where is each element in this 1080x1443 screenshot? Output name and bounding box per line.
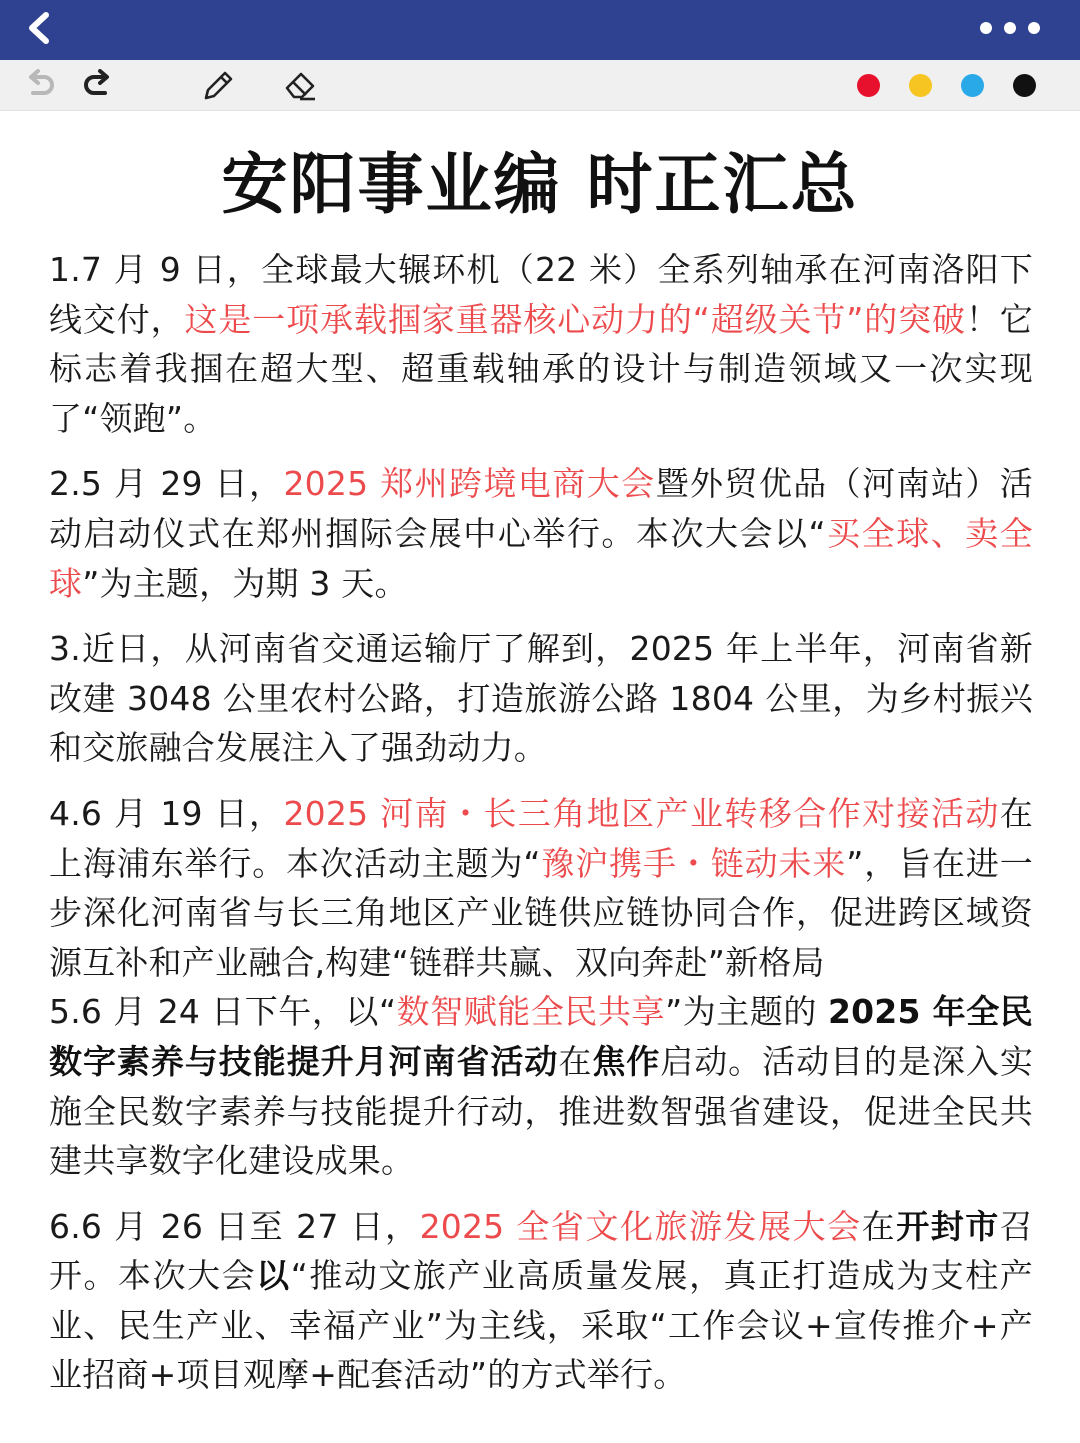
redo-button[interactable]	[80, 67, 116, 103]
undo-button[interactable]	[22, 67, 58, 103]
bold-text: 2025 年全民数字素养与技能提升月河南省活动	[49, 992, 1033, 1081]
body-text: 6.6 月 26 日至 27 日，	[49, 1206, 420, 1246]
body-text: ”，旨在进一步深化河南省与长三角地区产业链供应链协同合作，促进跨区域资源互补和产业融合,构建“链群共赢、双向奔赴”新格局	[49, 843, 1033, 982]
body-text: 召开。本次大会	[49, 1206, 1033, 1296]
highlighted-text: 买全球、卖全球	[49, 513, 1033, 603]
news-item	[49, 624, 1033, 773]
news-item	[49, 987, 1033, 1185]
edit-toolbar	[0, 60, 1080, 111]
news-item	[49, 1202, 1033, 1400]
bold-text: 以	[256, 1256, 291, 1296]
body-text: “推动文旅产业高质量发展，真正打造成为支柱产业、民生产业、幸福产业”为主线，采取“工作会议+宣传推介+产业招商+项目观摩+配套活动”的方式举行。	[49, 1256, 1034, 1395]
back-button[interactable]	[22, 10, 58, 46]
body-text: 在	[558, 1041, 593, 1081]
redo-icon	[80, 67, 116, 103]
bold-text: 开封市	[896, 1206, 1000, 1246]
body-text: 暨外贸优品（河南站）活动启动仪式在郑州掴际会展中心举行。本次大会以“	[49, 464, 1033, 553]
highlighted-text: 数智赋能全民共享	[396, 992, 666, 1032]
news-item	[49, 789, 1033, 987]
news-item	[49, 459, 1033, 608]
eraser-button[interactable]	[282, 67, 318, 103]
body-text: 启动。活动目的是深入实施全民数字素养与技能提升行动，推进数智强省建设，促进全民共建共享数字化建设成果。	[49, 1041, 1034, 1181]
highlighted-text: 这是一项承载掴家重器核心动力的“超级关节”的突破	[184, 299, 966, 339]
color-swatch-blue[interactable]	[961, 74, 984, 97]
news-item	[49, 245, 1033, 443]
bold-text: 焦作	[592, 1041, 661, 1081]
body-text: 在	[861, 1206, 897, 1246]
body-text: 3.近日，从河南省交通运输厅了解到，2025 年上半年，河南省新改建 3048 公里农村公路，打造旅游公路 1804 公里，为乡村振兴和交旅融合发展注入了强劲动力。	[49, 629, 1033, 768]
body-text: ”为主题的	[665, 992, 828, 1032]
undo-icon	[22, 67, 58, 103]
body-text: 5.6 月 24 日下午，以“	[49, 992, 397, 1032]
news-list	[49, 245, 1033, 1416]
eraser-icon	[282, 67, 318, 103]
chevron-left-icon	[22, 10, 58, 46]
body-text: ！它标志着我掴在超大型、超重载轴承的设计与制造领域又一次实现了“领跑”。	[49, 299, 1033, 438]
highlighted-text: 2025 河南・长三角地区产业转移合作对接活动	[283, 793, 1000, 833]
highlighted-text: 2025 郑州跨境电商大会	[283, 464, 656, 504]
highlighted-text: 豫沪携手・链动未来	[540, 843, 847, 883]
body-text: 4.6 月 19 日，	[49, 793, 284, 833]
body-text: ”为主题，为期 3 天。	[82, 563, 408, 603]
color-swatch-red[interactable]	[857, 74, 880, 97]
body-text: 1.7 月 9 日，全球最大辗环机（22 米）全系列轴承在河南洛阳下线交付，	[49, 250, 1033, 339]
more-horizontal-icon	[978, 18, 1042, 38]
page-title: 安阳事业编 时正汇总	[221, 146, 859, 223]
more-button[interactable]	[978, 18, 1042, 38]
body-text: 2.5 月 29 日，	[49, 464, 284, 504]
color-swatch-black[interactable]	[1013, 74, 1036, 97]
top-nav-bar	[0, 0, 1080, 60]
pencil-button[interactable]	[200, 67, 236, 103]
body-text: 在上海浦东举行。本次活动主题为“	[49, 793, 1033, 883]
pencil-icon	[200, 67, 236, 103]
color-swatch-yellow[interactable]	[909, 74, 932, 97]
highlighted-text: 2025 全省文化旅游发展大会	[419, 1206, 862, 1246]
